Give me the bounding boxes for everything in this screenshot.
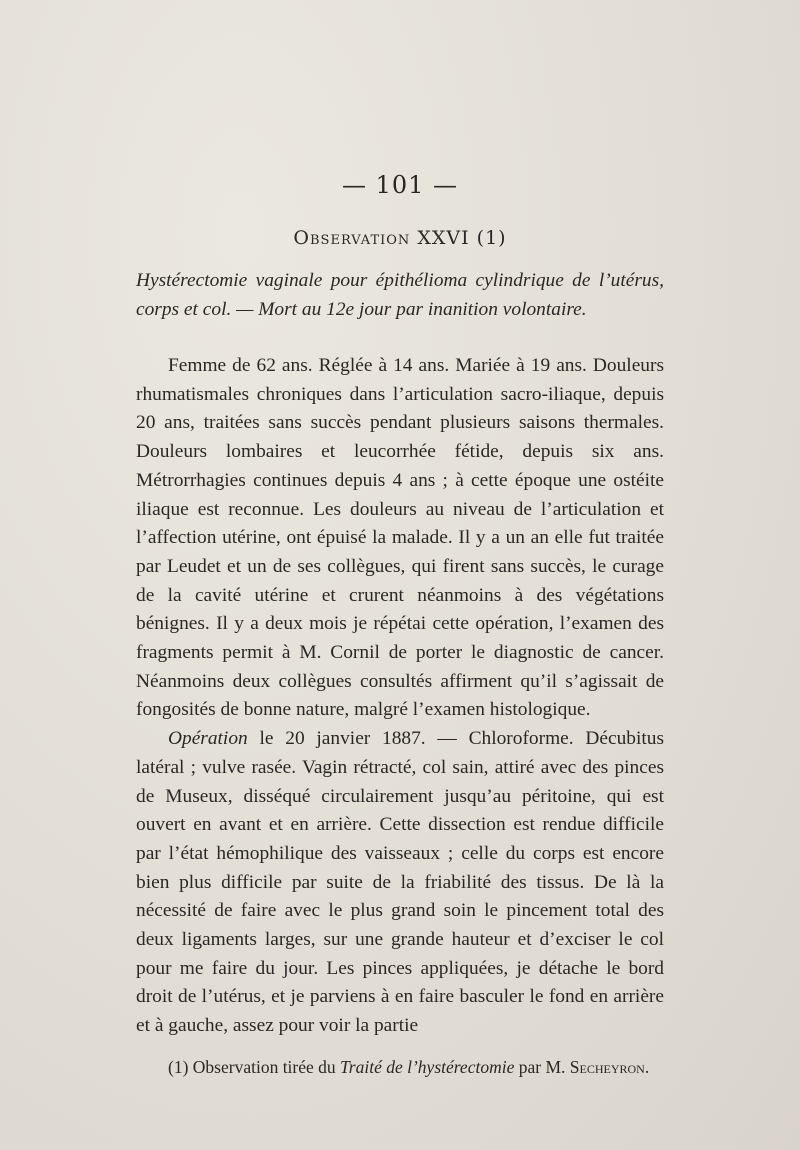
paragraph-operation <box>136 725 664 1041</box>
observation-title-number: XXVI (1) <box>410 227 507 249</box>
paragraph-patient-history: Femme de 62 ans. Réglée à 14 ans. Mariée à 19 ans. Douleurs rhumatismales chroniques dans l’articulation sacro-iliaque, depuis 20 ans, traitées sans succès pendant plusieurs saisons thermales. Douleurs lombaires et leucorrhée fétide, depuis six ans. Métrorrhagies continues depuis 4 ans ; à cette époque une ostéite iliaque est reconnue. Les douleurs au niveau de l’articulation et l’affection utérine, ont épuisé la malade. Il y a un an elle fut traitée par Leudet et un de ses collègues, qui firent sans succès, le curage de la cavité utérine et crurent néanmoins à des végétations bénignes. Il y a deux mois je répétai cette opération, l’examen des fragments permit à M. Cornil de porter le diagnostic de cancer. Néanmoins deux collègues consultés affirment qu’il s’agissait de fongosités de bonne nature, malgré l’examen histologique. <box>136 355 664 721</box>
observation-title-prefix: Observation <box>293 227 411 249</box>
operation-text: le 20 janvier 1887. — Chloroforme. Décubitus latéral ; vulve rasée. Vagin rétracté, col sain, attiré avec des pinces de Museux, disséqué circulairement jusqu’au péritoine, qui est ouvert en avant et en arrière. Cette dissection est rendue difficile par l’état hémophilique des vaisseaux ; celle du corps est encore bien plus difficile par suite de la friabilité des tissus. De là la nécessité de faire avec le plus grand soin le pincement total des deux ligaments larges, sur une grande hauteur et d’exciser le col pour me faire du jour. Les pinces appliquées, je détache le bord droit de l’utérus, et je parviens à en faire basculer le fond en arrière et à gauche, assez pour voir la partie <box>136 728 664 1037</box>
operation-lead: Opération <box>168 728 248 750</box>
footnote-title: Traité de l’hystérectomie <box>340 1057 515 1077</box>
footnote <box>136 1054 664 1080</box>
observation-title <box>0 227 800 249</box>
footnote-author: Secheyron. <box>569 1057 650 1077</box>
observation-subtitle: Hystérectomie vaginale pour épithélioma cylindrique de l’utérus, corps et col. — Mort au 12e jour par inanition volontaire. <box>136 270 664 320</box>
footnote-mid: par M. <box>514 1057 570 1077</box>
body-text <box>136 352 664 1041</box>
footnote-start: (1) Observation tirée du <box>168 1057 341 1077</box>
page-number: — 101 — <box>341 171 459 199</box>
